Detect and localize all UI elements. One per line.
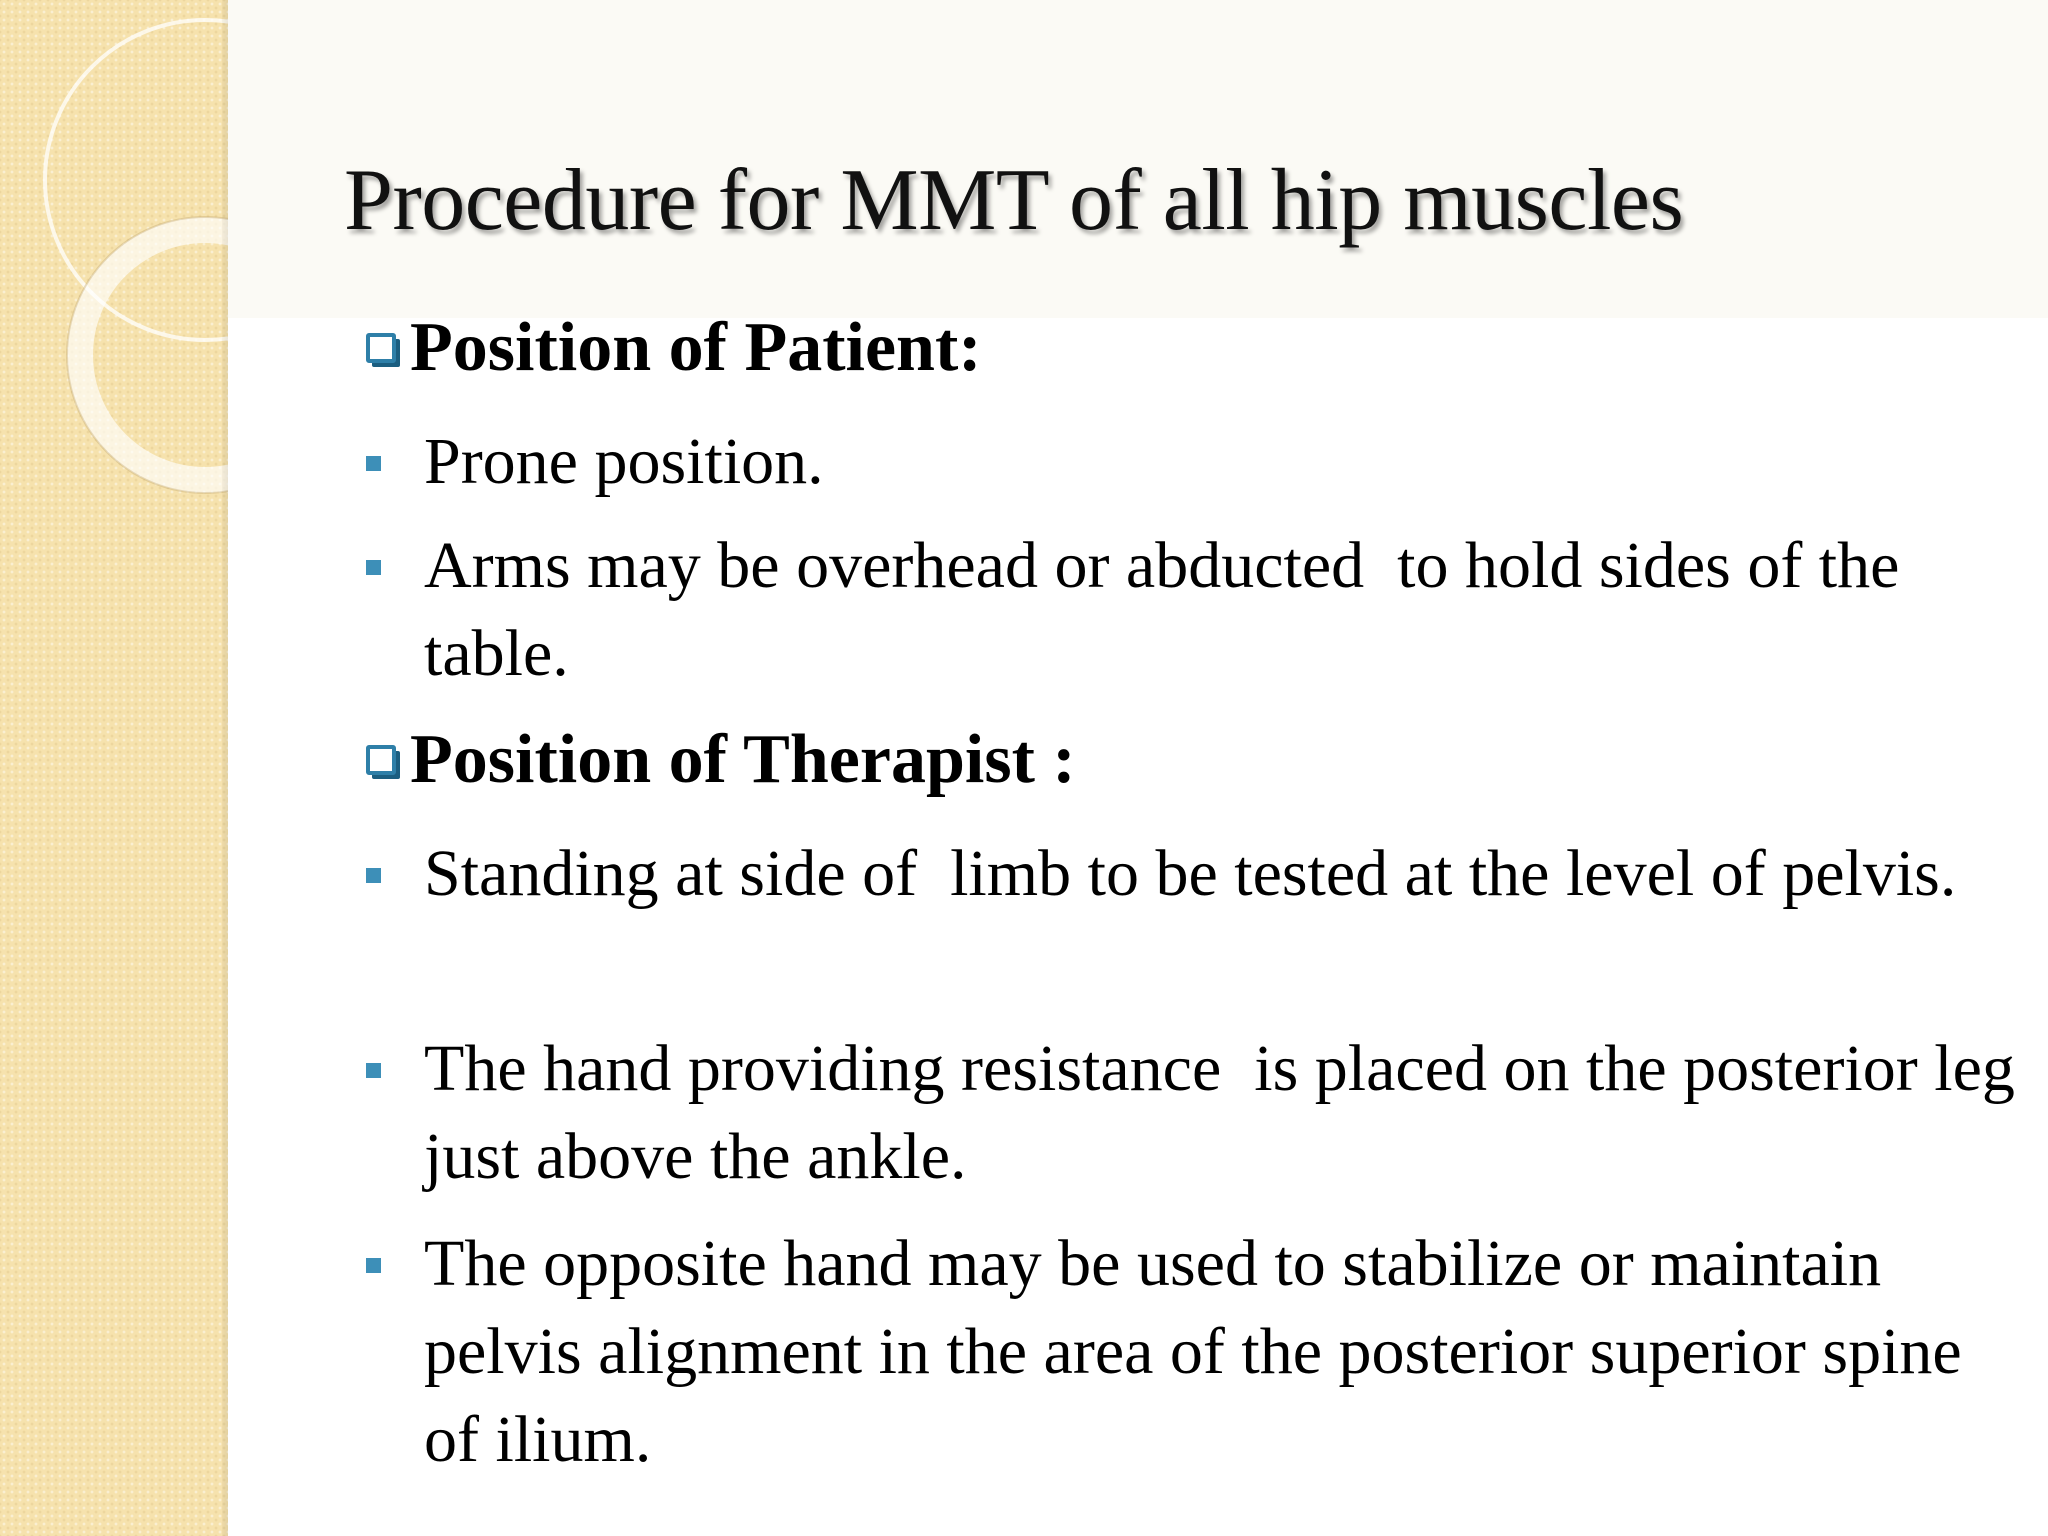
list-item xyxy=(366,1025,2032,1201)
list-item-text: The hand providing resistance is placed on the posterior leg just above the ankle. xyxy=(424,1032,2032,1193)
list-item xyxy=(366,418,2026,506)
list-item-text: Standing at side of limb to be tested at the level of pelvis. xyxy=(424,837,1957,910)
section-heading-text: Position of Therapist : xyxy=(410,721,1076,798)
square-bullet-icon xyxy=(366,868,381,883)
list-item xyxy=(366,1220,2026,1484)
list-item-text: Prone position. xyxy=(424,425,824,498)
section-heading-therapist xyxy=(366,720,1076,800)
square-bullet-icon xyxy=(366,456,381,471)
square-bullet-icon xyxy=(366,560,381,575)
slide-title: Procedure for MMT of all hip muscles xyxy=(344,152,1684,249)
checkbox-outline-icon xyxy=(366,745,396,775)
list-item-text: Arms may be overhead or abducted to hold sides of the table. xyxy=(424,529,1916,690)
square-bullet-icon xyxy=(366,1063,381,1078)
list-item xyxy=(366,830,2026,918)
section-heading-text: Position of Patient: xyxy=(410,309,982,386)
section-heading-patient xyxy=(366,308,982,388)
list-item-text: The opposite hand may be used to stabilize or maintain pelvis alignment in the area of the posterior superior spine of ilium. xyxy=(424,1227,1979,1476)
square-bullet-icon xyxy=(366,1258,381,1273)
list-item xyxy=(366,522,2026,698)
checkbox-outline-icon xyxy=(366,333,396,363)
